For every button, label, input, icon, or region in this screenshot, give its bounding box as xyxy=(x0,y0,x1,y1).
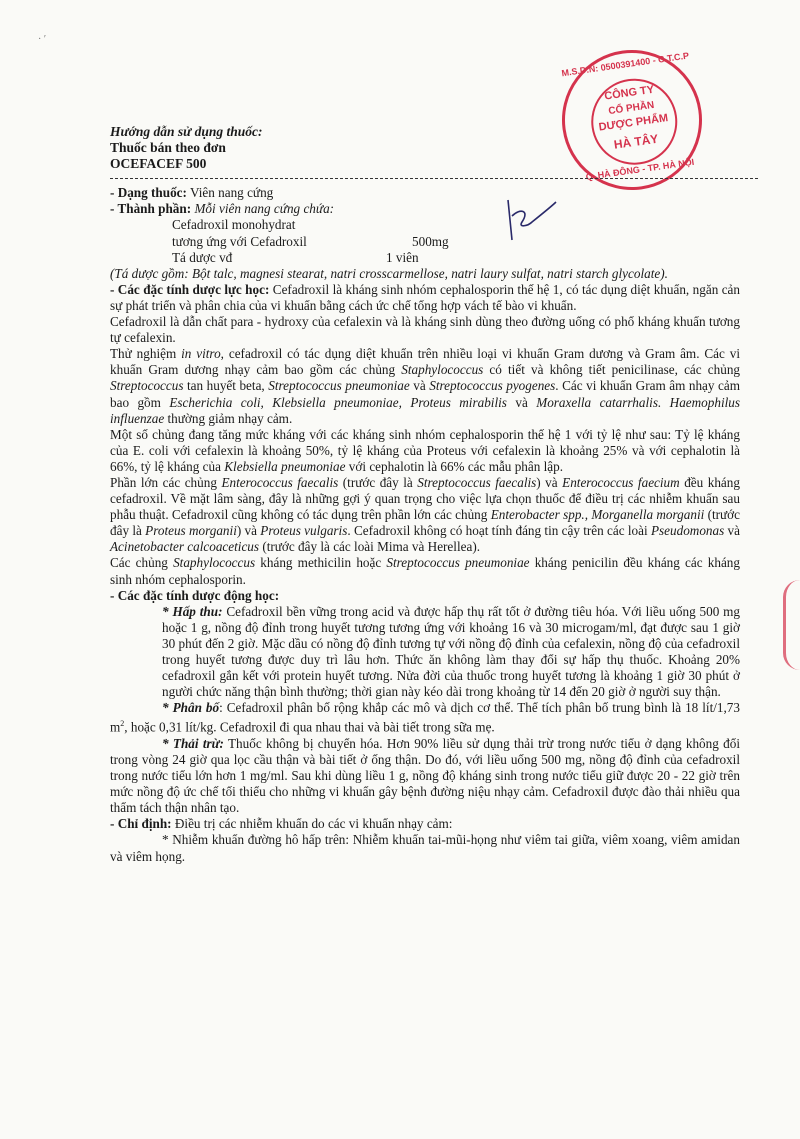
pd-p6b: Staphylococcus xyxy=(173,555,256,571)
indications-label: - Chỉ định: xyxy=(110,816,172,832)
pd-p3e: có tiết và không tiết penicilinase, các chủng xyxy=(483,362,741,378)
pd-p3o: thường giảm nhạy cảm. xyxy=(164,410,293,426)
composition xyxy=(110,201,740,217)
pd-p5g: đều kháng cefadroxil. Về mặt lâm sàng, đây là những gợi ý quan trọng cho việc lựa chọn thuốc để điều trị các nhiễm khuẩn sau phẫu thuật. Cefadroxil cũng không có tác dụng trên phần lớn các chủng xyxy=(110,474,740,523)
pd-p6 xyxy=(110,555,740,587)
indications-item-1: * Nhiễm khuẩn đường hô hấp trên: Nhiễm khuẩn tai-mũi-họng như viêm tai giữa, viêm xoang, viêm amidan và viêm họng. xyxy=(110,832,740,864)
pd-p6d: Streptococcus pneumoniae xyxy=(386,555,530,571)
composition-label: - Thành phần: xyxy=(110,201,192,217)
pd-label: - Các đặc tính dược lực học: xyxy=(110,281,270,297)
pd-p5m: . Cefadroxil không có hoạt tính đáng tin cậy trên các loài xyxy=(347,523,651,539)
prescription-label: Thuốc bán theo đơn xyxy=(110,140,226,156)
pd-intro xyxy=(110,282,740,314)
pd-p3l: Escherichia coli, Klebsiella pneumoniae, Proteus mirabilis xyxy=(169,394,507,410)
pk-elimination xyxy=(110,736,740,816)
composition-item-3 xyxy=(110,250,740,266)
pd-p6c: kháng methicilin hoặc xyxy=(255,555,387,571)
composition-item-3-qty: 1 viên xyxy=(386,249,419,265)
pk-absorption-label: * Hấp thu: xyxy=(162,603,223,619)
pd-p5e: ) và xyxy=(536,474,563,490)
pd-p3b: in vitro xyxy=(181,346,221,362)
pd-p5q: (trước đây là các loài Mima và Herellea). xyxy=(259,539,481,555)
header-divider xyxy=(110,178,758,179)
pd-p2: Cefadroxil là dẫn chất para - hydroxy của cefalexin và là kháng sinh dùng theo đường uống có phổ kháng khuẩn tương tự cefalexin. xyxy=(110,314,740,346)
pd-p4a: Một số chủng đang tăng mức kháng với các kháng sinh nhóm cephalosporin thế hệ 1 với tỷ lệ như sau: Tỷ lệ kháng của E. coli với cefalexin là khoảng 50%, tỷ lệ kháng của Proteus với cefalexin là khoảng 25% và với cephalotin là 66%, tỷ lệ kháng của xyxy=(110,426,740,474)
composition-item-2-name: tương ứng với Cefadroxil xyxy=(172,233,307,249)
pk-absorption xyxy=(110,604,740,701)
pd-p3m: và xyxy=(506,394,537,410)
pd-p5f: Enterococcus faecium xyxy=(562,474,680,490)
pd-p5c: (trước đây là xyxy=(338,474,418,490)
pd-p3c: , cefadroxil có tác dụng diệt khuẩn trên nhiều loại vi khuẩn Gram dương và Gram âm. Các vi khuẩn Gram dương nhạy cảm bao gồm các chủng xyxy=(110,346,740,378)
pd-p3n: Moraxella catarrhalis. Haemophilus influenzae xyxy=(110,394,740,426)
pd-p4b: Klebsiella pneumoniae xyxy=(224,458,346,474)
pd-p3i: và xyxy=(409,378,430,394)
pd-p3j: Streptococcus pyogenes xyxy=(429,378,556,394)
composition-intro: Mỗi viên nang cứng chứa: xyxy=(191,201,335,217)
pd-p3k: . Các vi khuẩn Gram âm nhạy cảm bao gồm xyxy=(110,378,740,410)
pk-distribution-label: * Phân bố xyxy=(162,700,220,716)
pd-p4c: với cephalotin là 66% các mẫu phân lập. xyxy=(345,458,564,474)
pd-p3 xyxy=(110,346,740,426)
indications-text: Điều trị các nhiễm khuẩn do các vi khuẩn nhạy cảm: xyxy=(171,816,453,832)
stamp-ring-text: M.S.D.N: 0500391400 - C.T.C.P xyxy=(560,50,690,79)
pd-p5k: ) và xyxy=(236,523,261,539)
pd-p6e: kháng penicilin đều kháng các kháng sinh nhóm cephalosporin. xyxy=(110,555,740,587)
pd-p5 xyxy=(110,475,740,555)
pd-p3f: Streptococcus xyxy=(110,378,184,394)
pk-absorption-text: Cefadroxil bền vững trong acid và được hấp thụ rất tốt ở đường tiêu hóa. Với liều uống 500 mg hoặc 1 g, nồng độ đỉnh trong huyết tương tương ứng với khoảng 16 và 30 microgam/ml, đạt được sau 1 giờ 30 phút đến 2 giờ. Mặc dầu có nồng độ đỉnh tương tự với nồng độ đỉnh của cefalexin, nồng độ của cefadroxil trong huyết tương được duy trì lâu hơn. Thức ăn không làm thay đổi sự hấp thụ thuốc. Khoảng 20% cefadroxil gắn kết với protein huyết tương. Nửa đời của thuốc trong huyết tương là khoảng 1 giờ 30 phút ở người chức năng thận bình thường; thời gian này kéo dài trong khoảng từ 14 đến 20 giờ ở người suy thận. xyxy=(162,603,740,700)
pk-label: - Các đặc tính dược động học: xyxy=(110,587,280,603)
pd-p3a: Thử nghiệm xyxy=(110,346,182,362)
pk-elimination-label: * Thải trừ: xyxy=(162,735,224,751)
edge-stamp-fragment xyxy=(783,580,800,670)
composition-item-2 xyxy=(110,234,740,250)
stamp-line-1: CÔNG TY xyxy=(603,83,655,103)
product-name: OCEFACEF 500 xyxy=(110,156,207,172)
pd-p5a: Phần lớn các chủng xyxy=(110,474,222,490)
scan-speck: · ′ xyxy=(38,34,47,45)
composition-item-1: Cefadroxil monohydrat xyxy=(172,217,296,233)
composition-item-2-qty: 500mg xyxy=(412,233,449,249)
pd-p4 xyxy=(110,427,740,475)
pk-distribution xyxy=(110,700,740,736)
pk-distribution-sup: 2 xyxy=(120,719,125,729)
pd-p5b: Enterococcus faecalis xyxy=(221,474,339,490)
pd-p6a: Các chủng xyxy=(110,555,174,571)
dosage-form-value: Viên nang cứng xyxy=(186,185,274,201)
dosage-form xyxy=(110,185,740,201)
pd-p3g: tan huyết beta, xyxy=(183,378,269,394)
indications xyxy=(110,816,740,832)
pd-p5n: Pseudomonas xyxy=(650,523,725,539)
pd-p5d: Streptococcus faecalis xyxy=(417,474,537,490)
stamp-line-3: DƯỢC PHẨM xyxy=(597,112,669,134)
pk-distribution-text-a: : Cefadroxil phân bố rộng khắp các mô và dịch cơ thể. Thể tích phân bố trung bình là 18 lít/1,73 m xyxy=(110,700,740,735)
pk-elimination-text: Thuốc không bị chuyển hóa. Hơn 90% liều sử dụng thải trừ trong nước tiểu ở dạng không đổi trong vòng 24 giờ qua lọc cầu thận và bài tiết ở ống thận. Do đó, với liều uống 500 mg, nồng độ đỉnh của cefadroxil trong nước tiểu lớn hơn 1 mg/ml. Sau khi dùng liều 1 g, nồng độ kháng sinh trong nước tiểu giữ được 20 - 22 giờ trên mức nồng độ ức chế tối thiểu cho những vi khuẩn gây bệnh đường niệu nhạy cảm. Cefadroxil được đào thải nhiều qua thẩm tách thận nhân tạo. xyxy=(110,735,740,816)
excipients: (Tá dược gồm: Bột talc, magnesi stearat, natri crosscarmellose, natri laury sulfat, natri starch glycolate). xyxy=(110,265,668,281)
pd-p5i: (trước đây là xyxy=(110,507,741,539)
pd-p1: Cefadroxil là kháng sinh nhóm cephalosporin thế hệ 1, có tác dụng diệt khuẩn, ngăn cản sự phát triển và phân chia của vi khuẩn bằng cách ức chế tổng hợp vách tế bào vi khuẩn. xyxy=(110,281,740,313)
stamp-line-4: HÀ TÂY xyxy=(612,131,660,152)
pk-distribution-text-b: , hoặc 0,31 lít/kg. Cefadroxil đi qua nhau thai và bài tiết trong sữa mẹ. xyxy=(124,719,495,735)
pd-p5p: Acinetobacter calcoaceticus xyxy=(110,539,260,555)
pd-p5l: Proteus vulgaris xyxy=(260,523,348,539)
pd-p5o: và xyxy=(724,523,740,539)
pd-p5h: Enterobacter spp., Morganella morganii xyxy=(490,507,705,523)
composition-item-3-name: Tá dược vđ xyxy=(172,249,233,265)
stamp-line-2: CỔ PHẦN xyxy=(607,99,655,118)
stamp-bottom-text: Q. HÀ ĐÔNG - TP. HÀ NỘI xyxy=(585,156,695,182)
document-body xyxy=(110,124,740,865)
dosage-form-label: - Dạng thuốc: xyxy=(110,185,187,201)
pd-p5j: Proteus morganii xyxy=(145,523,237,539)
pd-p3h: Streptococcus pneumoniae xyxy=(268,378,410,394)
guide-heading: Hướng dẫn sử dụng thuốc: xyxy=(110,124,263,139)
pd-p3d: Staphylococcus xyxy=(401,362,484,378)
